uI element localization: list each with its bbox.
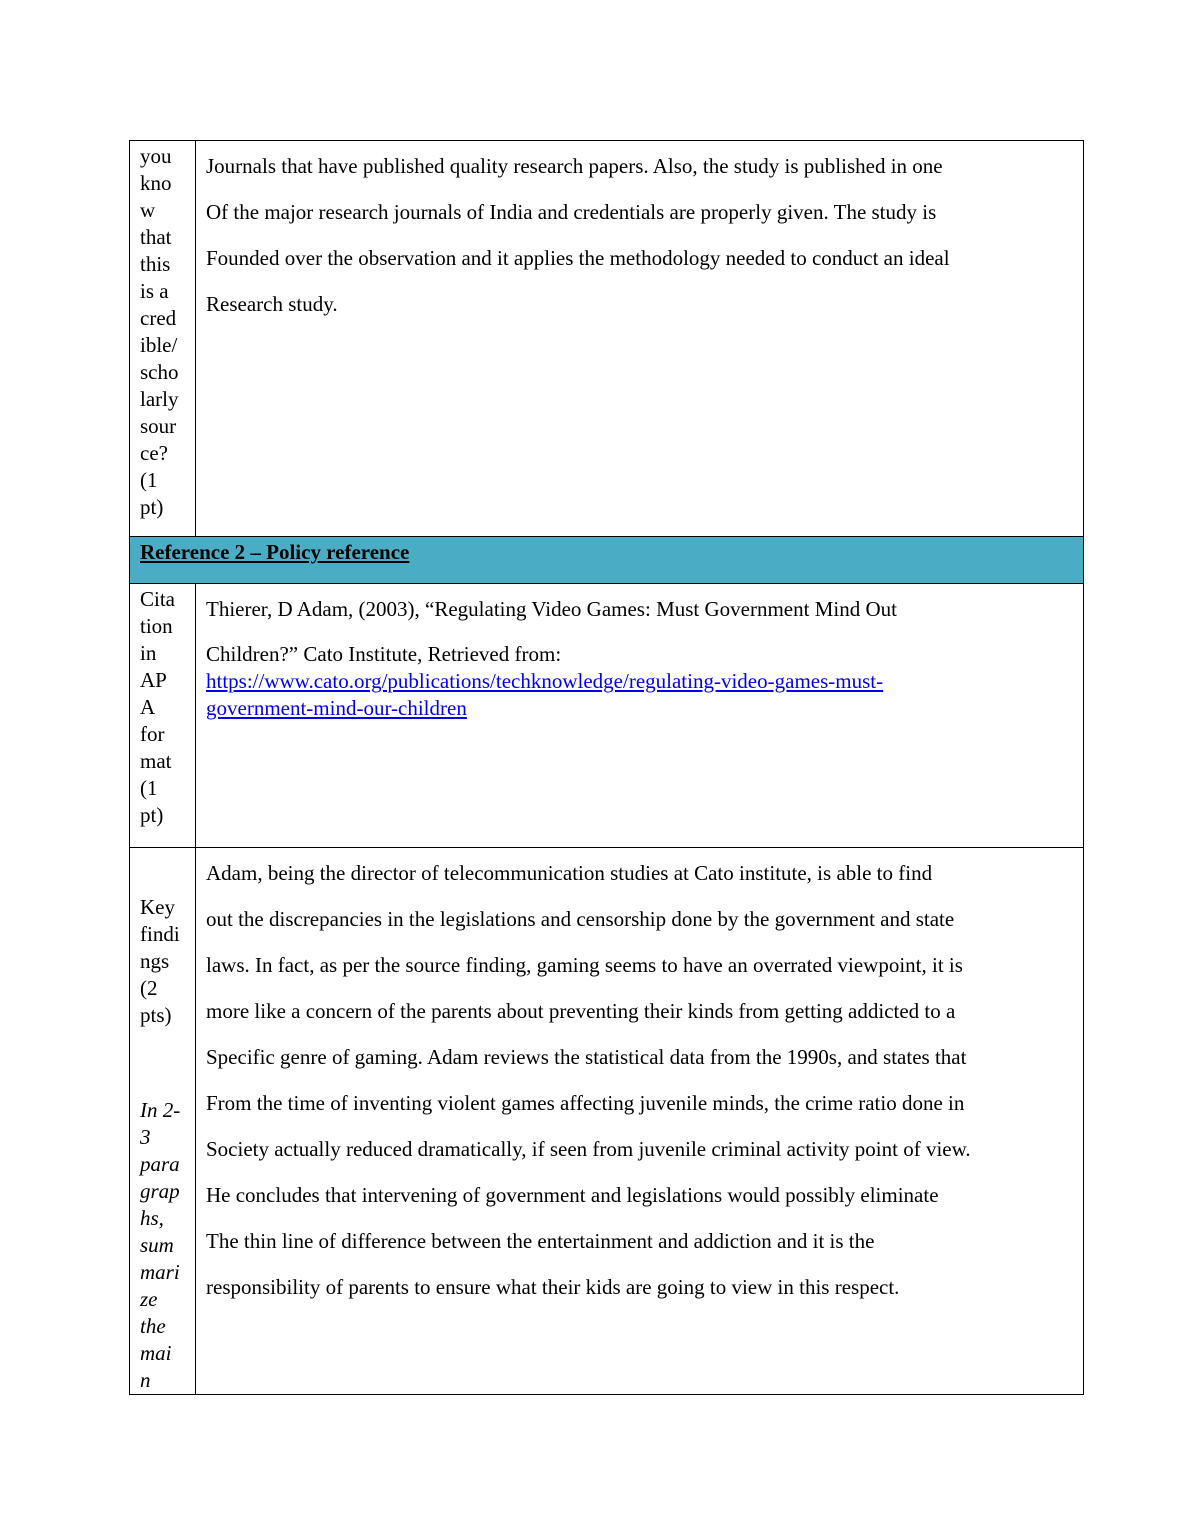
citation-row <box>130 584 1084 848</box>
findings-line: more like a concern of the parents about preventing their kinds from getting addicted to a <box>206 999 956 1023</box>
label-word: ible/ <box>140 333 178 357</box>
label-word: kno <box>140 171 172 195</box>
answer-line: Of the major research journals of India and credentials are properly given. The study is <box>206 200 937 224</box>
key-findings-text <box>196 848 1084 1395</box>
label-word: in <box>140 641 157 665</box>
label-word: is a <box>140 279 169 303</box>
label-word: AP <box>140 668 167 692</box>
findings-line: laws. In fact, as per the source finding, gaming seems to have an overrated viewpoint, it is <box>206 953 963 977</box>
instruction-word: mai <box>140 1341 172 1365</box>
credibility-answer <box>196 141 1084 537</box>
citation-label <box>130 584 196 848</box>
label-word: Key <box>140 895 175 919</box>
findings-line: Specific genre of gaming. Adam reviews the statistical data from the 1990s, and states that <box>206 1045 967 1069</box>
label-word: (1 <box>140 776 158 800</box>
instruction-word: 3 <box>140 1125 151 1149</box>
citation-line: Children?” Cato Institute, Retrieved from: <box>206 642 562 666</box>
credibility-row <box>130 141 1084 537</box>
label-word: mat <box>140 749 172 773</box>
answer-line: Journals that have published quality research papers. Also, the study is published in one <box>206 154 943 178</box>
answer-line: Research study. <box>206 292 338 316</box>
section-header-cell <box>130 537 1084 584</box>
key-findings-row <box>130 848 1084 1395</box>
citation-line: Thierer, D Adam, (2003), “Regulating Video Games: Must Government Mind Out <box>206 597 897 621</box>
label-word: (1 <box>140 468 158 492</box>
label-word: pt) <box>140 495 164 519</box>
label-word: cred <box>140 306 177 330</box>
label-word: pts) <box>140 1003 172 1027</box>
instruction-word: mari <box>140 1260 180 1284</box>
label-word: scho <box>140 360 179 384</box>
label-word: A <box>140 695 156 719</box>
findings-line: Society actually reduced dramatically, if seen from juvenile criminal activity point of view. <box>206 1137 971 1161</box>
findings-line: responsibility of parents to ensure what their kids are going to view in this respect. <box>206 1275 900 1299</box>
section-header: Reference 2 – Policy reference <box>140 540 410 564</box>
instruction-word: hs, <box>140 1206 164 1230</box>
findings-line: The thin line of difference between the entertainment and addiction and it is the <box>206 1229 875 1253</box>
label-word: (2 <box>140 976 158 1000</box>
label-word: this <box>140 252 171 276</box>
label-word: w <box>140 198 156 222</box>
key-findings-title <box>140 894 191 1029</box>
citation-link-line[interactable]: https://www.cato.org/publications/techknowledge/regulating-video-games-must- <box>206 669 884 693</box>
findings-line: Adam, being the director of telecommunication studies at Cato institute, is able to find <box>206 861 933 885</box>
label-word: sour <box>140 414 177 438</box>
key-findings-instruction <box>140 1097 191 1394</box>
citation-text <box>196 584 1084 848</box>
instruction-word: grap <box>140 1179 180 1203</box>
answer-line: Founded over the observation and it applies the methodology needed to conduct an ideal <box>206 246 950 270</box>
instruction-word: ze <box>140 1287 158 1311</box>
label-word: for <box>140 722 165 746</box>
instruction-word: para <box>140 1152 180 1176</box>
citation-link-line[interactable]: government-mind-our-children <box>206 696 467 720</box>
reference-table <box>129 140 1084 1395</box>
label-word: that <box>140 225 172 249</box>
label-word: findi <box>140 922 180 946</box>
label-word: you <box>140 144 172 168</box>
instruction-word: the <box>140 1314 166 1338</box>
findings-line: From the time of inventing violent games affecting juvenile minds, the crime ratio done in <box>206 1091 965 1115</box>
findings-line: out the discrepancies in the legislations and censorship done by the government and state <box>206 907 955 931</box>
label-word: Cita <box>140 587 175 611</box>
label-word: larly <box>140 387 179 411</box>
instruction-word: sum <box>140 1233 174 1257</box>
label-word: pt) <box>140 803 164 827</box>
label-word: ce? <box>140 441 168 465</box>
label-word: ngs <box>140 949 170 973</box>
instruction-word: n <box>140 1368 151 1392</box>
label-word: tion <box>140 614 173 638</box>
section-header-row <box>130 537 1084 584</box>
instruction-word: In 2- <box>140 1098 181 1122</box>
key-findings-label <box>130 848 196 1395</box>
findings-line: He concludes that intervening of government and legislations would possibly eliminate <box>206 1183 939 1207</box>
credibility-label <box>130 141 196 537</box>
